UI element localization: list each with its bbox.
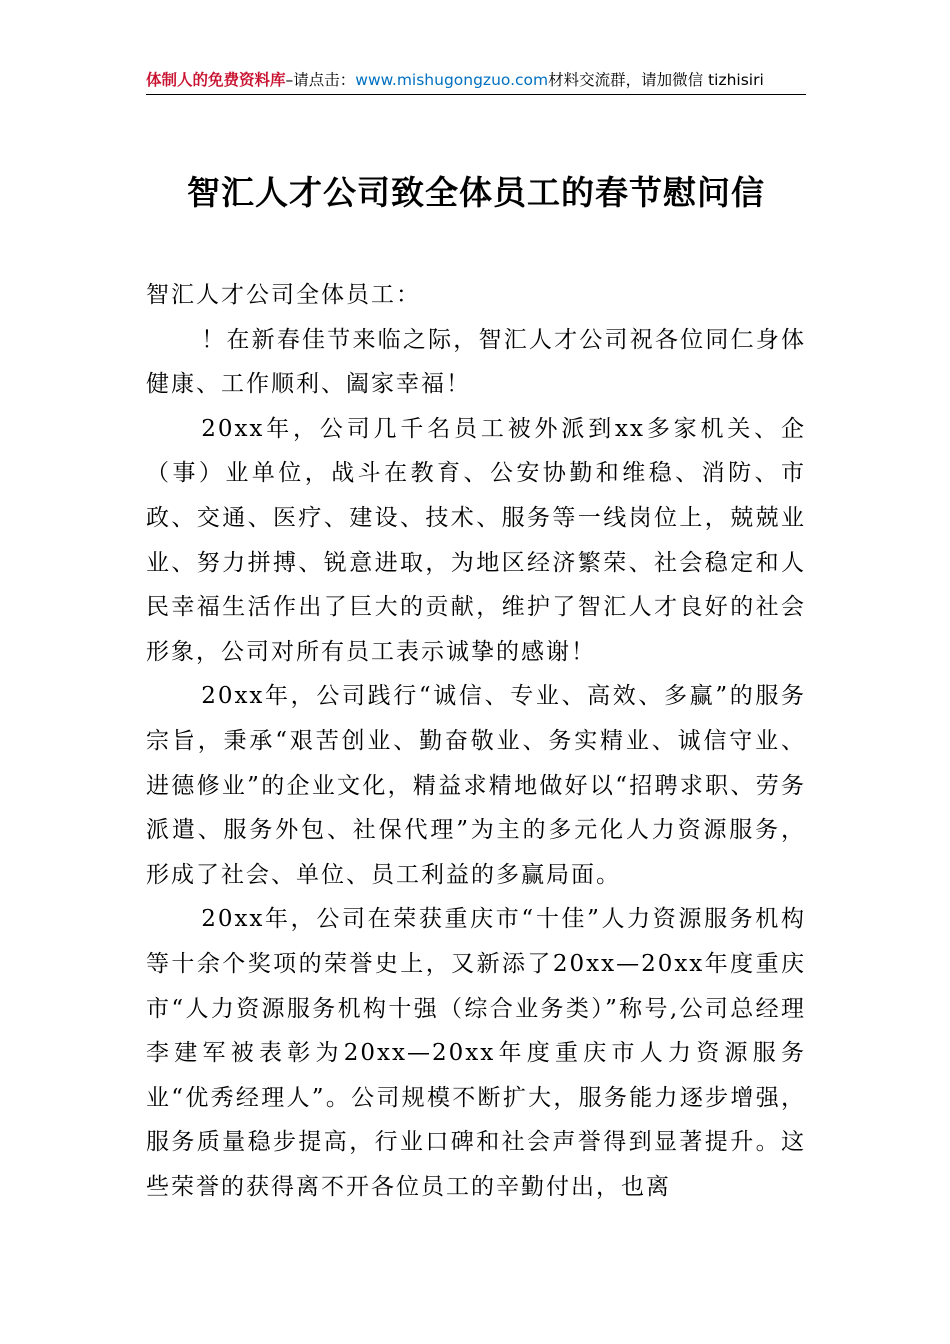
page-header xyxy=(146,68,806,94)
header-brand: 体制人的免费资料库 xyxy=(146,71,286,89)
document-body xyxy=(146,273,806,1209)
header-prompt: –请点击： xyxy=(285,71,356,89)
header-link[interactable]: www.mishugongzuo.com xyxy=(355,71,549,89)
paragraph: 20xx年，公司几千名员工被外派到xx多家机关、企（事）业单位，战斗在教育、公安协勤和维稳、消防、市政、交通、医疗、建设、技术、服务等一线岗位上，兢兢业业、努力拼搏、锐意进取，为地区经济繁荣、社会稳定和人民幸福生活作出了巨大的贡献，维护了智汇人才良好的社会形象，公司对所有员工表示诚挚的感谢！ xyxy=(146,415,806,665)
header-divider xyxy=(146,94,806,95)
document-title: 智汇人才公司致全体员工的春节慰问信 xyxy=(187,173,765,212)
paragraph: ！在新春佳节来临之际，智汇人才公司祝各位同仁身体健康、工作顺利、阖家幸福！ xyxy=(146,326,806,398)
salutation: 智汇人才公司全体员工： xyxy=(146,282,421,308)
header-note: 材料交流群，请加微信 tizhisiri xyxy=(548,71,764,89)
paragraph: 20xx年，公司践行“诚信、专业、高效、多赢”的服务宗旨，秉承“艰苦创业、勤奋敬业、务实精业、诚信守业、进德修业”的企业文化，精益求精地做好以“招聘求职、劳务派遣、服务外包、社保代理”为主的多元化人力资源服务，形成了社会、单位、员工利益的多赢局面。 xyxy=(146,683,806,888)
paragraph: 20xx年，公司在荣获重庆市“十佳”人力资源服务机构等十余个奖项的荣誉史上，又新添了20xx—20xx年度重庆市“人力资源服务机构十强（综合业务类）”称号,公司总经理李建军被表彰为20xx—20xx年度重庆市人力资源服务业“优秀经理人”。公司规模不断扩大，服务能力逐步增强，服务质量稳步提高，行业口碑和社会声誉得到显著提升。这些荣誉的获得离不开各位员工的辛勤付出，也离 xyxy=(146,906,806,1200)
